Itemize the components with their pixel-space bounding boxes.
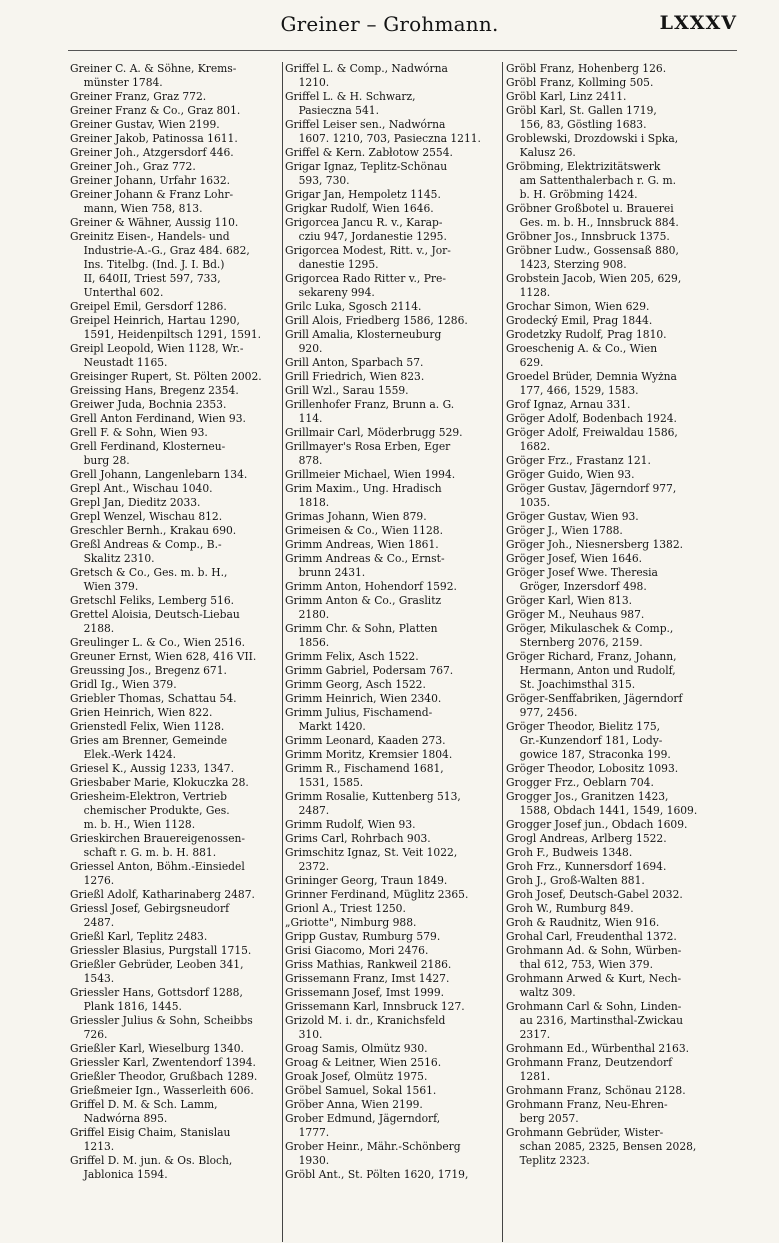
directory-entry: Grigorcea Jancu R. v., Karap- cziu 947, Jordanestie 1295. <box>285 216 447 243</box>
directory-entry: Grimm Rosalie, Kuttenberg 513, 2487. <box>285 790 461 817</box>
directory-entry: Gröger-Senffabriken, Jägerndorf 977, 2456. <box>506 692 683 719</box>
directory-entry: Grimm Rudolf, Wien 93. <box>285 818 416 831</box>
directory-entry: Gröger Richard, Franz, Johann, Hermann, Anton und Rudolf, St. Joachimsthal 315. <box>506 650 677 691</box>
directory-entry: Grissemann Karl, Innsbruck 127. <box>285 1000 465 1013</box>
directory-entry: Griesbaber Marie, Klokuczka 28. <box>70 776 249 789</box>
directory-column-3 <box>506 62 728 1240</box>
directory-entry: Grigorcea Rado Ritter v., Pre- sekareny 994. <box>285 272 446 299</box>
directory-entry: Gröger Gustav, Wien 93. <box>506 510 639 523</box>
directory-entry: Greiner Franz & Co., Graz 801. <box>70 104 241 117</box>
directory-entry: Grimm R., Fischamend 1681, 1531, 1585. <box>285 762 444 789</box>
directory-entry: Grohmann Ad. & Sohn, Würben- thal 612, 753, Wien 379. <box>506 944 682 971</box>
directory-entry: Grohmann Gebrüder, Wister- schan 2085, 2325, Bensen 2028, Teplitz 2323. <box>506 1126 697 1167</box>
directory-entry: Gröbl Karl, St. Gallen 1719, 156, 83, Göstling 1683. <box>506 104 657 131</box>
directory-entry: Grohmann Ed., Würbenthal 2163. <box>506 1042 690 1055</box>
directory-entry: Grell F. & Sohn, Wien 93. <box>70 426 208 439</box>
directory-entry: Gröber Anna, Wien 2199. <box>285 1098 423 1111</box>
directory-entry: Gripp Gustav, Rumburg 579. <box>285 930 441 943</box>
directory-entry: Grodetzky Rudolf, Prag 1810. <box>506 328 667 341</box>
directory-entry: Gröbner Großbotel u. Brauerei Ges. m. b. H., Innsbruck 884. <box>506 202 679 229</box>
directory-entry: Grimm Leonard, Kaaden 273. <box>285 734 446 747</box>
directory-entry: Grigar Jan, Hempoletz 1145. <box>285 188 441 201</box>
directory-column-1 <box>70 62 292 1240</box>
directory-entry: Gröger Josef, Wien 1646. <box>506 552 643 565</box>
directory-entry: Grogger Frz., Oeblarn 704. <box>506 776 654 789</box>
directory-entry: Grims Carl, Rohrbach 903. <box>285 832 431 845</box>
directory-entry: Grimm Chr. & Sohn, Platten 1856. <box>285 622 438 649</box>
directory-entry: Gröger Adolf, Freiwaldau 1586, 1682. <box>506 426 678 453</box>
directory-entry: Groh J., Groß-Walten 881. <box>506 874 645 887</box>
directory-entry: Grohmann Franz, Deutzendorf 1281. <box>506 1056 673 1083</box>
directory-entry: Griesheim-Elektron, Vertrieb chemischer Produkte, Ges. m. b. H., Wien 1128. <box>70 790 230 831</box>
directory-entry: Gröger, Mikulaschek & Comp., Sternberg 2076, 2159. <box>506 622 674 649</box>
directory-entry: Grohmann Franz, Schönau 2128. <box>506 1084 686 1097</box>
directory-entry: Grininger Georg, Traun 1849. <box>285 874 448 887</box>
directory-entry: Grober Edmund, Jägerndorf, 1777. <box>285 1112 441 1139</box>
directory-entry: Grigar Ignaz, Teplitz-Schönau 593, 730. <box>285 160 448 187</box>
directory-entry: Grodecký Emil, Prag 1844. <box>506 314 653 327</box>
directory-entry: Griffel Leiser sen., Nadwórna 1607. 1210, 703, Pasieczna 1211. <box>285 118 481 145</box>
directory-entry: Gries am Brenner, Gemeinde Elek.-Werk 1424. <box>70 734 228 761</box>
directory-entry: Gröbl Ant., St. Pölten 1620, 1719, <box>285 1168 469 1181</box>
directory-entry: Griessl Josef, Gebirgsneudorf 2487. <box>70 902 230 929</box>
directory-entry: Grimas Johann, Wien 879. <box>285 510 427 523</box>
directory-entry: Gröbel Samuel, Sokal 1561. <box>285 1084 437 1097</box>
directory-entry: Grimm Heinrich, Wien 2340. <box>285 692 442 705</box>
directory-entry: Grießler Theodor, Grußbach 1289. <box>70 1070 258 1083</box>
directory-entry: Gröger Adolf, Bodenbach 1924. <box>506 412 677 425</box>
directory-entry: Grohmann Arwed & Kurt, Nech- waltz 309. <box>506 972 682 999</box>
directory-entry: Griffel L. & H. Schwarz, Pasieczna 541. <box>285 90 416 117</box>
directory-entry: Grepl Wenzel, Wischau 812. <box>70 510 223 523</box>
directory-entry: Greipl Leopold, Wien 1128, Wr.- Neustadt 1165. <box>70 342 244 369</box>
directory-entry: Greulinger L. & Co., Wien 2516. <box>70 636 246 649</box>
directory-entry: Gröger Josef Wwe. Theresia Gröger, Inzersdorf 498. <box>506 566 658 593</box>
directory-entry: Grillenhofer Franz, Brunn a. G. 114. <box>285 398 455 425</box>
directory-entry: Greiner Joh., Atzgersdorf 446. <box>70 146 234 159</box>
directory-column-2 <box>285 62 507 1240</box>
directory-entry: Gröger J., Wien 1788. <box>506 524 623 537</box>
directory-entry: Greussing Jos., Bregenz 671. <box>70 664 227 677</box>
directory-entry: Grillmeier Michael, Wien 1994. <box>285 468 456 481</box>
directory-entry: Groh Frz., Kunnersdorf 1694. <box>506 860 667 873</box>
directory-entry: Grillmayer's Rosa Erben, Eger 878. <box>285 440 451 467</box>
directory-entry: Groak Josef, Olmütz 1975. <box>285 1070 428 1083</box>
directory-entry: Grimeisen & Co., Wien 1128. <box>285 524 443 537</box>
directory-entry: Grissemann Josef, Imst 1999. <box>285 986 445 999</box>
directory-entry: Grimm Anton, Hohendorf 1592. <box>285 580 457 593</box>
directory-entry: Grill Amalia, Klosterneuburg 920. <box>285 328 442 355</box>
page-header <box>0 8 779 48</box>
directory-entry: Griss Mathias, Rankweil 2186. <box>285 958 452 971</box>
directory-entry: Greßl Andreas & Comp., B.- Skalitz 2310. <box>70 538 222 565</box>
directory-entry: Gröbl Franz, Kollming 505. <box>506 76 654 89</box>
directory-entry: Grill Friedrich, Wien 823. <box>285 370 425 383</box>
directory-entry: Grogl Andreas, Arlberg 1522. <box>506 832 667 845</box>
directory-entry: Grimschitz Ignaz, St. Veit 1022, 2372. <box>285 846 458 873</box>
directory-entry: Greiwer Juda, Bochnia 2353. <box>70 398 227 411</box>
directory-entry: Grill Alois, Friedberg 1586, 1286. <box>285 314 468 327</box>
directory-entry: Grell Ferdinand, Klosterneu- burg 28. <box>70 440 226 467</box>
page-number: LXXXV <box>659 12 737 34</box>
directory-entry: Groh Josef, Deutsch-Gabel 2032. <box>506 888 683 901</box>
directory-entry: Grohal Carl, Freudenthal 1372. <box>506 930 677 943</box>
directory-entry: Grohmann Carl & Sohn, Linden- au 2316, Martinsthal-Zwickau 2317. <box>506 1000 684 1041</box>
directory-entry: Grissemann Franz, Imst 1427. <box>285 972 450 985</box>
directory-entry: Grionl A., Triest 1250. <box>285 902 406 915</box>
directory-entry: Grien Heinrich, Wien 822. <box>70 706 213 719</box>
directory-entry: Greiner Jakob, Patinossa 1611. <box>70 132 238 145</box>
directory-entry: Groh & Raudnitz, Wien 916. <box>506 916 660 929</box>
directory-entry: Grimm Andreas & Co., Ernst- brunn 2431. <box>285 552 445 579</box>
directory-entry: Groh F., Budweis 1348. <box>506 846 633 859</box>
directory-entry: Grießler Gebrüder, Leoben 341, 1543. <box>70 958 244 985</box>
directory-entry: Groeschenig A. & Co., Wien 629. <box>506 342 658 369</box>
directory-entry: Grimm Gabriel, Podersam 767. <box>285 664 454 677</box>
directory-entry: Greuner Ernst, Wien 628, 416 VII. <box>70 650 257 663</box>
directory-entry: Griessel Anton, Böhm.-Einsiedel 1276. <box>70 860 245 887</box>
directory-entry: Gretsch & Co., Ges. m. b. H., Wien 379. <box>70 566 228 593</box>
directory-entry: Gröger Guido, Wien 93. <box>506 468 635 481</box>
directory-entry: Grigorcea Modest, Ritt. v., Jor- danestie 1295. <box>285 244 451 271</box>
directory-entry: Grimm Julius, Fischamend- Markt 1420. <box>285 706 433 733</box>
directory-entry: Grober Heinr., Mähr.-Schönberg 1930. <box>285 1140 461 1167</box>
directory-entry: Grießmeier Ign., Wasserleith 606. <box>70 1084 254 1097</box>
directory-entry: Griffel Eisig Chaim, Stanislau 1213. <box>70 1126 231 1153</box>
directory-entry: Grof Ignaz, Arnau 331. <box>506 398 631 411</box>
directory-entry: Grisi Giacomo, Mori 2476. <box>285 944 429 957</box>
directory-entry: Gröbming, Elektrizitätswerk am Sattenthalerbach r. G. m. b. H. Gröbming 1424. <box>506 160 677 201</box>
directory-entry: Gröbner Ludw., Gossensaß 880, 1423, Sterzing 908. <box>506 244 679 271</box>
directory-entry: Griffel D. M. jun. & Os. Bloch, Jablonica 1594. <box>70 1154 233 1181</box>
directory-entry: Grohmann Franz, Neu-Ehren- berg 2057. <box>506 1098 668 1125</box>
directory-entry: Greissing Hans, Bregenz 2354. <box>70 384 239 397</box>
directory-entry: Greschler Bernh., Krakau 690. <box>70 524 237 537</box>
directory-entry: Grochar Simon, Wien 629. <box>506 300 650 313</box>
directory-entry: Groedel Brüder, Demnia Wyżna 177, 466, 1529, 1583. <box>506 370 677 397</box>
directory-entry: Gröger Theodor, Lobositz 1093. <box>506 762 679 775</box>
directory-entry: Groag & Leitner, Wien 2516. <box>285 1056 442 1069</box>
directory-entry: Gröger Gustav, Jägerndorf 977, 1035. <box>506 482 677 509</box>
directory-entry: Grimm Georg, Asch 1522. <box>285 678 426 691</box>
directory-entry: Gröger Karl, Wien 813. <box>506 594 633 607</box>
directory-entry: Gröger M., Neuhaus 987. <box>506 608 645 621</box>
directory-entry: Greiner C. A. & Söhne, Krems- münster 1784. <box>70 62 237 89</box>
directory-entry: Grimm Anton & Co., Graslitz 2180. <box>285 594 442 621</box>
directory-entry: Griffel D. M. & Sch. Lamm, Nadwórna 895. <box>70 1098 218 1125</box>
directory-entry: Grell Johann, Langenlebarn 134. <box>70 468 248 481</box>
directory-entry: Gridl Ig., Wien 379. <box>70 678 177 691</box>
directory-entry: Gröbner Jos., Innsbruck 1375. <box>506 230 670 243</box>
directory-entry: Greisinger Rupert, St. Pölten 2002. <box>70 370 262 383</box>
directory-entry: Grießl Adolf, Katharinaberg 2487. <box>70 888 255 901</box>
directory-entry: Greiner & Wähner, Aussig 110. <box>70 216 239 229</box>
directory-entry: Gröger Theodor, Bielitz 175, Gr.-Kunzendorf 181, Lody- gowice 187, Straconka 199. <box>506 720 671 761</box>
directory-entry: Grießler Karl, Wieselburg 1340. <box>70 1042 244 1055</box>
directory-entry: Grogger Jos., Granitzen 1423, 1588, Obdach 1441, 1549, 1609. <box>506 790 698 817</box>
directory-entry: Groh W., Rumburg 849. <box>506 902 634 915</box>
directory-entry: Greiner Joh., Graz 772. <box>70 160 196 173</box>
directory-entry: Gröger Frz., Frastanz 121. <box>506 454 651 467</box>
directory-entry: Grillmair Carl, Möderbrugg 529. <box>285 426 463 439</box>
directory-entry: Grizold M. i. dr., Kranichsfeld 310. <box>285 1014 446 1041</box>
directory-entry: Gröbl Franz, Hohenberg 126. <box>506 62 667 75</box>
directory-entry: Greiner Johann, Urfahr 1632. <box>70 174 231 187</box>
directory-entry: Groblewski, Drozdowski i Spka, Kalusz 26. <box>506 132 679 159</box>
directory-entry: Gröger Joh., Niesnersberg 1382. <box>506 538 684 551</box>
directory-entry: Grepl Ant., Wischau 1040. <box>70 482 213 495</box>
directory-entry: Grimm Moritz, Kremsier 1804. <box>285 748 453 761</box>
directory-entry: Griessler Karl, Zwentendorf 1394. <box>70 1056 256 1069</box>
directory-entry: Grill Anton, Sparbach 57. <box>285 356 424 369</box>
directory-entry: Greinitz Eisen-, Handels- und Industrie-A.-G., Graz 484. 682, Ins. Titelbg. (Ind. J. I. Bd.) II, 640II, Triest 597, 733, Unterthal 602. <box>70 230 250 299</box>
directory-entry: Griesel K., Aussig 1233, 1347. <box>70 762 235 775</box>
directory-entry: Griffel & Kern. Zabłotow 2554. <box>285 146 453 159</box>
directory-entry: Griessler Hans, Gottsdorf 1288, Plank 1816, 1445. <box>70 986 243 1013</box>
directory-entry: Grießl Karl, Teplitz 2483. <box>70 930 208 943</box>
directory-entry: Grimm Andreas, Wien 1861. <box>285 538 439 551</box>
directory-entry: Griffel L. & Comp., Nadwórna 1210. <box>285 62 448 89</box>
header-rule <box>68 50 737 51</box>
directory-entry: Griessler Julius & Sohn, Scheibbs 726. <box>70 1014 253 1041</box>
directory-entry: Grobstein Jacob, Wien 205, 629, 1128. <box>506 272 682 299</box>
directory-entry: Grilc Luka, Sgosch 2114. <box>285 300 422 313</box>
directory-entry: Greiner Gustav, Wien 2199. <box>70 118 220 131</box>
directory-entry: Grettel Aloisia, Deutsch-Liebau 2188. <box>70 608 240 635</box>
directory-entry: Groag Samis, Olmütz 930. <box>285 1042 428 1055</box>
directory-entry: Grienstedl Felix, Wien 1128. <box>70 720 225 733</box>
directory-entry: Grieskirchen Brauereigenossen- schaft r. G. m. b. H. 881. <box>70 832 246 859</box>
directory-entry: Grell Anton Ferdinand, Wien 93. <box>70 412 246 425</box>
directory-entry: Griebler Thomas, Schattau 54. <box>70 692 237 705</box>
directory-entry: Grigkar Rudolf, Wien 1646. <box>285 202 434 215</box>
directory-entry: Greipel Emil, Gersdorf 1286. <box>70 300 227 313</box>
directory-entry: Grill Wzl., Sarau 1559. <box>285 384 409 397</box>
directory-entry: Greiner Franz, Graz 772. <box>70 90 207 103</box>
directory-entry: „Griotte", Nimburg 988. <box>285 916 417 929</box>
directory-entry: Grimm Felix, Asch 1522. <box>285 650 419 663</box>
directory-entry: Grinner Ferdinand, Müglitz 2365. <box>285 888 469 901</box>
directory-entry: Griessler Blasius, Purgstall 1715. <box>70 944 252 957</box>
directory-entry: Grim Maxim., Ung. Hradisch 1818. <box>285 482 442 509</box>
directory-entry: Gretschl Feliks, Lemberg 516. <box>70 594 235 607</box>
directory-entry: Grepl Jan, Dieditz 2033. <box>70 496 201 509</box>
directory-entry: Grogger Josef jun., Obdach 1609. <box>506 818 688 831</box>
directory-entry: Gröbl Karl, Linz 2411. <box>506 90 627 103</box>
directory-entry: Greiner Johann & Franz Lohr- mann, Wien 758, 813. <box>70 188 234 215</box>
directory-entry: Greipel Heinrich, Hartau 1290, 1591, Heidenpiltsch 1291, 1591. <box>70 314 262 341</box>
page-title: Greiner – Grohmann. <box>280 12 499 36</box>
